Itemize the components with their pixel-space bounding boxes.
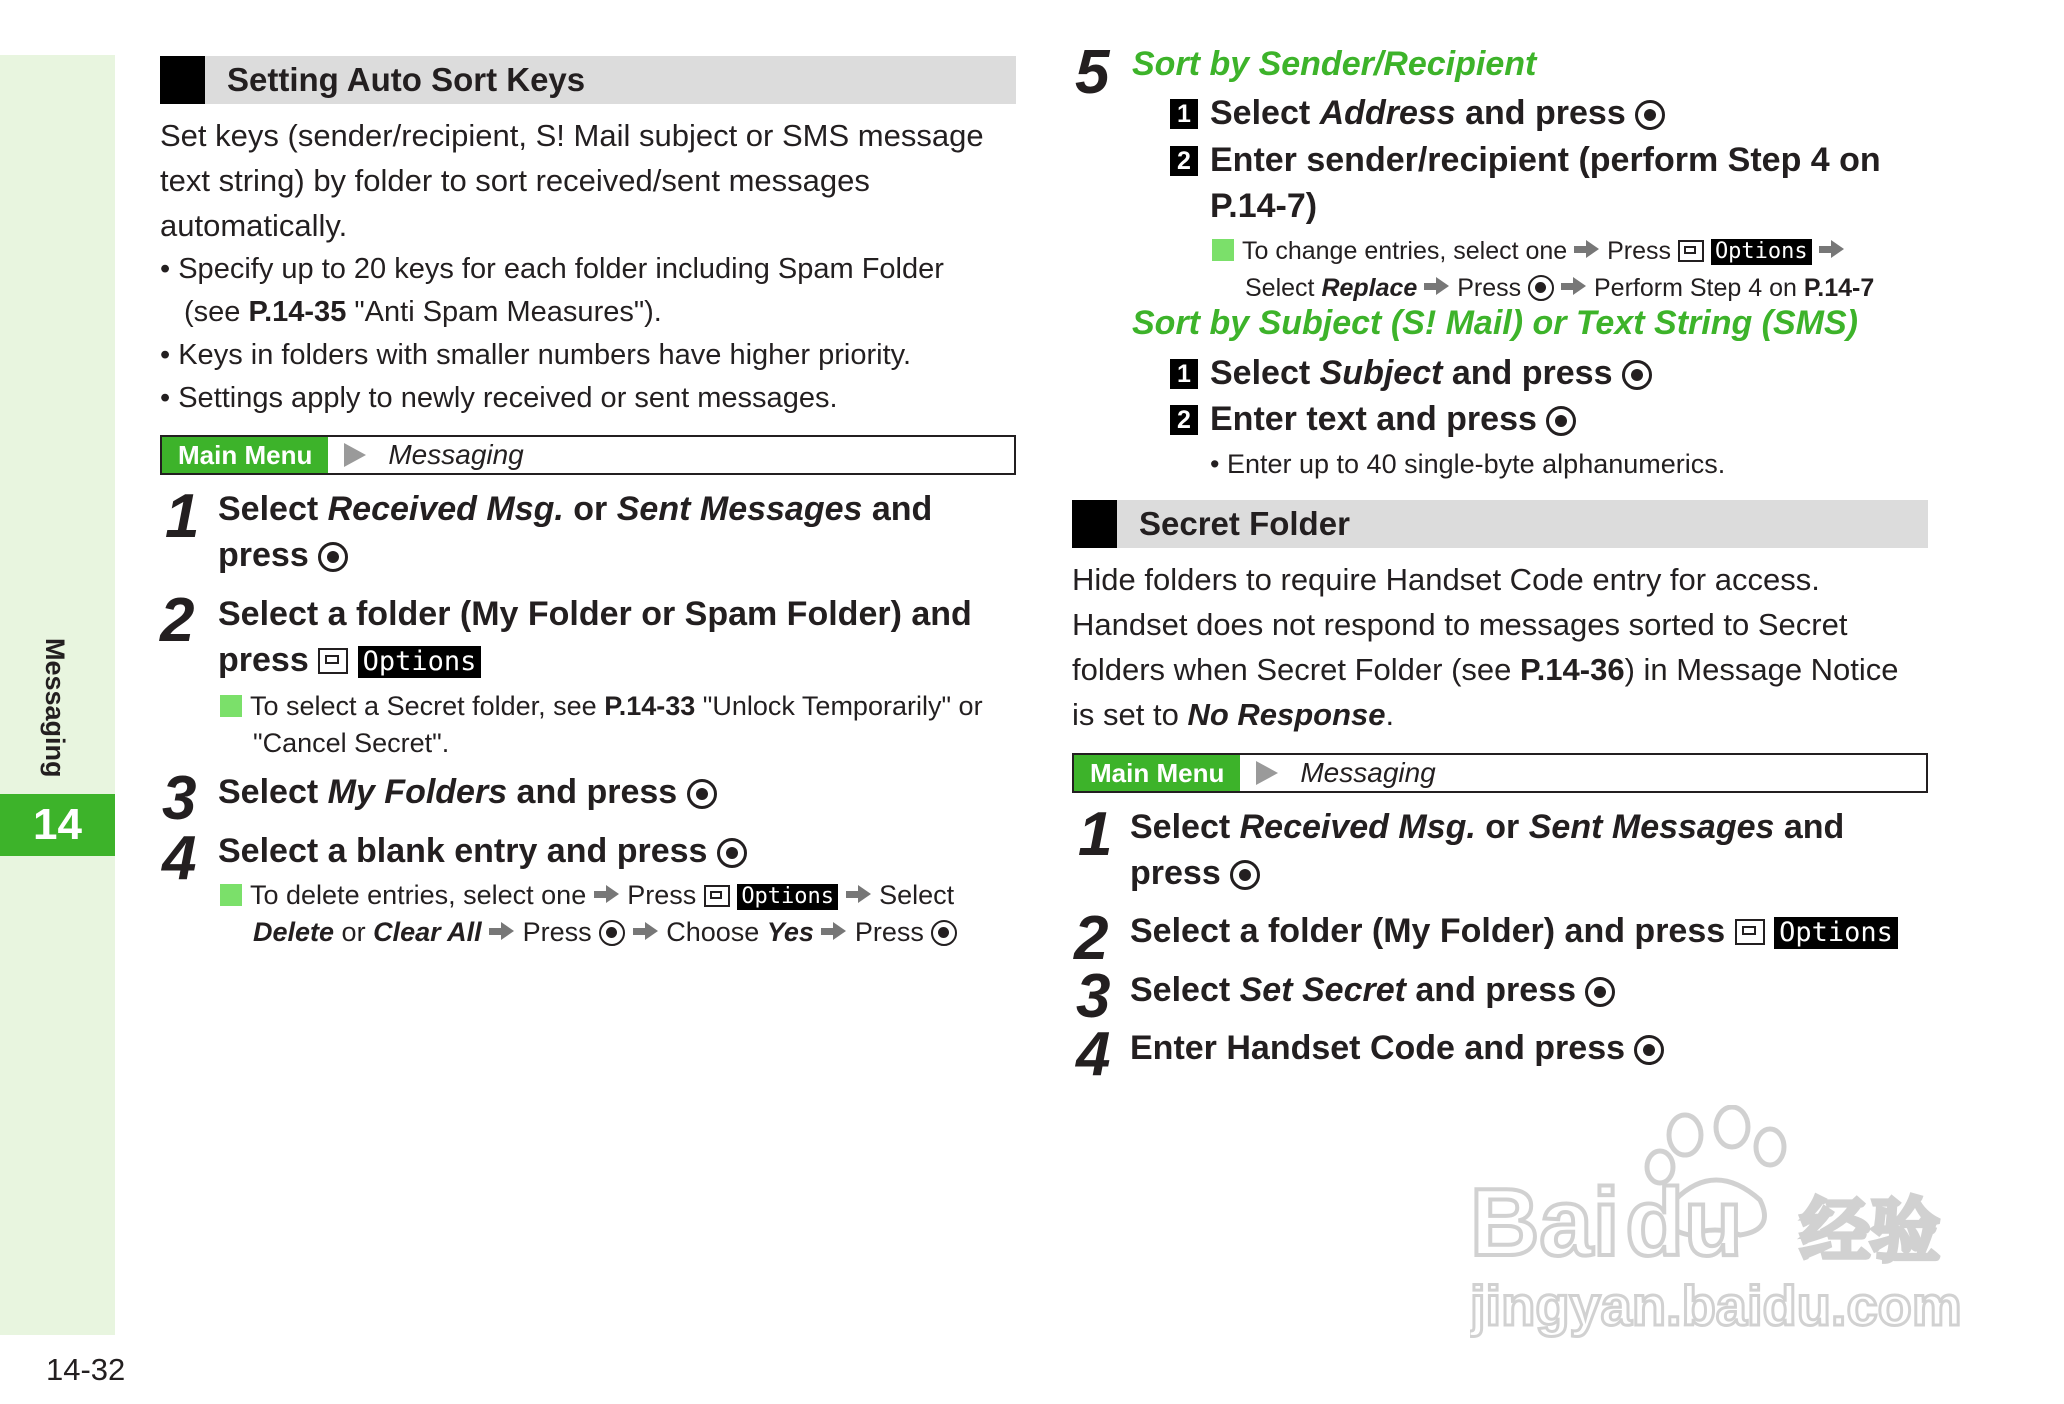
section-marker xyxy=(1072,500,1117,548)
options-softkey-icon: Options xyxy=(358,646,482,678)
sub-step-1: 1 Select Address and press xyxy=(1170,90,1665,136)
step-4-note: To delete entries, select one Press Options Select Delete or Clear All Press Choose Yes Press xyxy=(220,877,957,951)
arrow-right-icon xyxy=(846,885,872,903)
note-marker-icon xyxy=(220,884,242,906)
sidebar-chapter-label: Messaging xyxy=(40,638,70,778)
page-ref: P.14-35 xyxy=(248,296,347,328)
step-number: 3 xyxy=(1076,962,1111,1031)
sort-by-subject-heading: Sort by Subject (S! Mail) or Text String (SMS) xyxy=(1132,304,1859,342)
section-title: Secret Folder xyxy=(1139,505,1350,542)
sub-step-1: 1 Select Subject and press xyxy=(1170,350,1652,396)
center-key-icon xyxy=(318,542,348,572)
arrow-right-icon xyxy=(594,885,620,903)
section-header-auto-sort xyxy=(160,56,1016,104)
center-key-icon xyxy=(1546,406,1576,436)
menu-path-text: Messaging xyxy=(388,439,524,470)
step-number: 1 xyxy=(1078,800,1113,869)
sidebar-chapter-number: 14 xyxy=(0,794,115,856)
bullet-item-cont: (see P.14-35 "Anti Spam Measures"). xyxy=(184,296,662,328)
intro-line: automatically. xyxy=(160,208,348,243)
bullet-item: • Keys in folders with smaller numbers have higher priority. xyxy=(160,339,912,371)
sub-step-2: 2 Enter text and press xyxy=(1170,396,1576,442)
baidu-watermark xyxy=(1470,1105,1990,1345)
sub-step-number: 1 xyxy=(1170,359,1198,389)
options-softkey-icon: Options xyxy=(1774,917,1898,949)
main-menu-tag: Main Menu xyxy=(162,437,328,473)
step-4-text: Enter Handset Code and press xyxy=(1130,1025,1664,1071)
baidu-paw-logo xyxy=(1470,1105,1990,1345)
page-ref: P.14-33 xyxy=(604,691,696,721)
sub-step-2: 2 Enter sender/recipient (perform Step 4 on P.14-7) xyxy=(1170,137,1881,229)
change-entries-note: To change entries, select one Press Options Select Replace Press Perform Step 4 on P.14-7 xyxy=(1212,233,1874,307)
play-arrow-icon xyxy=(1256,761,1278,785)
arrow-right-icon xyxy=(489,922,515,940)
page-ref: P.14-36 xyxy=(1520,652,1625,687)
arrow-right-icon xyxy=(1424,277,1450,295)
page-number: 14-32 xyxy=(46,1352,126,1387)
watermark-url: jingyan.baidu.com xyxy=(1470,1274,1962,1337)
step-number: 3 xyxy=(162,764,197,833)
step-4-text: Select a blank entry and press xyxy=(218,828,747,874)
step-2-text: Select a folder (My Folder) and press Options xyxy=(1130,908,1898,954)
center-key-icon xyxy=(599,920,625,946)
step-2-note: To select a Secret folder, see P.14-33 "Unlock Temporarily" or "Cancel Secret". xyxy=(220,688,983,762)
center-key-icon xyxy=(1528,275,1554,301)
intro-line: text string) by folder to sort received/sent messages xyxy=(160,163,870,198)
section-marker xyxy=(160,56,205,104)
intro-line: Set keys (sender/recipient, S! Mail subject or SMS message xyxy=(160,118,984,153)
main-menu-path xyxy=(160,435,1016,475)
step-number: 2 xyxy=(1074,904,1109,973)
step-number: 4 xyxy=(1076,1020,1111,1089)
sort-by-sender-heading: Sort by Sender/Recipient xyxy=(1132,45,1537,83)
step-1-text: Select Received Msg. or Sent Messages and press xyxy=(218,490,933,574)
center-key-icon xyxy=(1622,360,1652,390)
alphanumerics-bullet: • Enter up to 40 single-byte alphanumerics. xyxy=(1210,449,1726,479)
arrow-right-icon xyxy=(1574,240,1600,258)
step-number: 4 xyxy=(162,824,197,893)
sub-step-number: 1 xyxy=(1170,99,1198,129)
arrow-right-icon xyxy=(821,922,847,940)
play-arrow-icon xyxy=(344,443,366,467)
menu-path-text: Messaging xyxy=(1300,757,1436,788)
sub-step-number: 2 xyxy=(1170,405,1198,435)
sub-step-number: 2 xyxy=(1170,146,1198,176)
mail-key-icon xyxy=(1678,240,1704,262)
center-key-icon xyxy=(1230,860,1260,890)
mail-key-icon xyxy=(318,648,348,674)
note-marker-icon xyxy=(220,695,242,717)
mail-key-icon xyxy=(704,885,730,907)
step-number: 5 xyxy=(1075,38,1110,107)
step-3-text: Select Set Secret and press xyxy=(1130,967,1615,1013)
watermark-cn: 经验 xyxy=(1800,1190,1940,1272)
bullet-item: • Settings apply to newly received or sent messages. xyxy=(160,382,838,414)
center-key-icon xyxy=(1585,977,1615,1007)
mail-key-icon xyxy=(1735,919,1765,945)
options-softkey-icon: Options xyxy=(1711,239,1812,265)
center-key-icon xyxy=(931,920,957,946)
secret-intro-paragraph: Hide folders to require Handset Code entry for access. Handset does not respond to messages sorted to Secret folders when Secret Folder (see P.14-36) in Message Notice is set to No Response. xyxy=(1072,562,1899,732)
center-key-icon xyxy=(687,779,717,809)
options-softkey-icon: Options xyxy=(737,884,838,910)
intro-paragraph xyxy=(160,113,984,248)
step-3-text: Select My Folders and press xyxy=(218,769,717,815)
main-menu-tag: Main Menu xyxy=(1074,755,1240,791)
main-menu-path xyxy=(1072,753,1928,793)
watermark-brand: Baidu xyxy=(1470,1169,1743,1276)
center-key-icon xyxy=(1634,1035,1664,1065)
page-ref: P.14-7 xyxy=(1803,274,1875,302)
bullet-item: • Specify up to 20 keys for each folder including Spam Folder xyxy=(160,253,944,285)
bullet-list xyxy=(160,248,944,420)
step-number: 1 xyxy=(165,482,200,551)
arrow-right-icon xyxy=(1561,277,1587,295)
arrow-right-icon xyxy=(633,922,659,940)
center-key-icon xyxy=(1635,100,1665,130)
center-key-icon xyxy=(717,838,747,868)
section-header-secret-folder xyxy=(1072,500,1928,548)
arrow-right-icon xyxy=(1819,240,1845,258)
step-2-text: Select a folder (My Folder or Spam Folder) and press Options xyxy=(218,595,972,679)
step-1-text: Select Received Msg. or Sent Messages and press xyxy=(1130,808,1845,892)
note-marker-icon xyxy=(1212,239,1234,261)
section-title: Setting Auto Sort Keys xyxy=(227,61,586,98)
step-number: 2 xyxy=(160,586,195,655)
